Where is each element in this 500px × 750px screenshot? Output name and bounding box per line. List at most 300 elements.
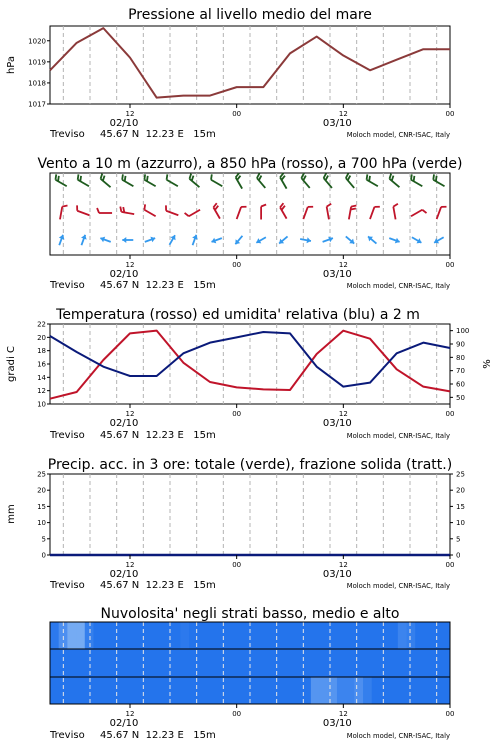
- humidity-y-label: %: [482, 359, 493, 369]
- cloud-cell: [415, 677, 424, 704]
- wind-barb-shaft: [211, 180, 222, 187]
- wind-barb-shaft: [433, 180, 444, 187]
- y-tick-label: 20: [456, 486, 465, 495]
- cloud-cell: [111, 622, 120, 649]
- precipitation-plot-frame: [50, 474, 450, 555]
- cloud-cell: [320, 677, 329, 704]
- cloud-cell: [424, 622, 433, 649]
- cloud-cell: [389, 649, 398, 677]
- wind-barb-feather: [326, 176, 329, 181]
- cloud-cell: [372, 622, 381, 649]
- cloud-cell: [207, 649, 216, 677]
- cloud-cell: [337, 677, 346, 704]
- cloud-cell: [137, 649, 146, 677]
- cloud-cell: [293, 649, 302, 677]
- wind-barb-feather: [369, 176, 370, 181]
- x-tick-label: 00: [232, 410, 242, 418]
- temperature-footer: [49, 430, 450, 441]
- y-tick-label: 15: [456, 502, 465, 511]
- cloud-cell: [233, 649, 242, 677]
- cloud-cell: [198, 649, 207, 677]
- cloud-cell: [198, 677, 207, 704]
- date-label: 02/10: [109, 118, 139, 129]
- cloud-cell: [407, 677, 416, 704]
- y-tick-label: 12: [37, 387, 46, 396]
- wind-barb-feather: [213, 203, 216, 207]
- x-tick-label: 12: [338, 561, 348, 569]
- temperature-grid: [63, 324, 436, 404]
- wind-barb-feather: [259, 176, 262, 181]
- cloud-cell: [424, 649, 433, 677]
- y-tick-label: 20: [37, 486, 46, 495]
- wind-barb-shaft: [437, 207, 441, 219]
- cloud-cell: [433, 622, 442, 649]
- wind-barb-shaft: [411, 210, 422, 217]
- cloud-cell: [276, 677, 285, 704]
- wind-barb-feather: [433, 174, 434, 179]
- wind-barb-shaft: [349, 207, 351, 220]
- humidity-y-ticks: [450, 327, 469, 402]
- cloud-cell: [250, 622, 259, 649]
- wind-barb-feather: [389, 174, 391, 179]
- x-tick-label: 12: [125, 710, 135, 718]
- cloud-cell: [180, 622, 189, 649]
- cloud-cell: [102, 649, 111, 677]
- date-label: 03/10: [322, 418, 352, 429]
- y-tick-label: 10: [456, 519, 465, 528]
- wind-barb-feather: [144, 204, 145, 209]
- cloud-cell: [389, 677, 398, 704]
- wind-title: Vento a 10 m (azzurro), a 850 hPa (rosso), a 700 hPa (verde): [37, 156, 463, 172]
- cloud-cell: [137, 677, 146, 704]
- wind-barb-shaft: [303, 207, 307, 219]
- wind-barb-shaft: [327, 207, 329, 220]
- wind-barb-shaft: [189, 179, 199, 187]
- cloud-cell: [346, 677, 355, 704]
- cloud-cell: [276, 649, 285, 677]
- wind-barb-feather: [101, 174, 103, 179]
- cloud-cell: [241, 649, 250, 677]
- cloud-cell: [250, 649, 259, 677]
- wind-barb-shaft: [393, 207, 395, 220]
- wind-barb-shaft: [122, 180, 133, 187]
- y-tick-label: 0: [41, 551, 46, 560]
- wind-barb-feather: [367, 174, 368, 179]
- cloud-cell: [111, 677, 120, 704]
- precipitation-grid: [63, 474, 436, 555]
- wind-barb-feather: [80, 176, 81, 181]
- cloud-cell: [154, 649, 163, 677]
- cloud-cell: [224, 622, 233, 649]
- date-label: 03/10: [322, 569, 352, 580]
- date-label: 03/10: [322, 269, 352, 280]
- x-tick-label: 00: [445, 261, 455, 269]
- cloud-cell: [146, 677, 155, 704]
- cloud-cell: [311, 649, 320, 677]
- cloud-cell: [267, 649, 276, 677]
- cloud-cell: [76, 622, 85, 649]
- cloud-cell: [441, 649, 450, 677]
- wind-barb-feather: [215, 206, 218, 210]
- cloud-cell: [233, 622, 242, 649]
- wind-barb-feather: [236, 173, 239, 177]
- wind-barb-feather: [301, 173, 304, 178]
- wind-barb-feather: [192, 176, 194, 181]
- cloud-cell: [93, 649, 102, 677]
- cloud-cell: [407, 649, 416, 677]
- wind-barb-feather: [327, 204, 332, 207]
- clouds-footer: [49, 730, 450, 741]
- clouds-x-axis: [110, 704, 455, 729]
- y-tick-label: 90: [456, 340, 465, 349]
- cloud-cell: [320, 622, 329, 649]
- cloud-cell: [424, 677, 433, 704]
- y-tick-label: 22: [37, 320, 46, 329]
- cloud-cell: [146, 622, 155, 649]
- cloud-cell: [293, 677, 302, 704]
- y-tick-label: 5: [41, 535, 46, 544]
- wind-barb-shaft: [370, 207, 374, 219]
- wind-barb-feather: [414, 176, 415, 181]
- wind-barb-shaft: [121, 212, 134, 214]
- wind-barb-feather: [62, 205, 67, 206]
- pressure-footer: [49, 129, 450, 140]
- wind-barb-feather: [348, 176, 351, 181]
- wind-barb-feather: [211, 174, 212, 179]
- wind-barb-feather: [392, 176, 394, 181]
- y-tick-label: 10: [37, 400, 46, 409]
- y-tick-label: 1019: [28, 58, 46, 67]
- cloud-cell: [363, 649, 372, 677]
- cloud-cell: [172, 622, 181, 649]
- cloud-cell: [285, 622, 294, 649]
- cloud-cell: [50, 622, 59, 649]
- cloud-cell: [259, 649, 268, 677]
- cloud-cell: [380, 649, 389, 677]
- cloud-cell: [293, 622, 302, 649]
- cloud-cell: [337, 622, 346, 649]
- station-name: Treviso: [50, 280, 85, 291]
- cloud-cell: [337, 649, 346, 677]
- precipitation-panel: [6, 457, 465, 591]
- wind-arrow-head: [122, 237, 126, 243]
- station-coords: 45.67 N 12.23 E 15m: [100, 430, 216, 441]
- y-tick-label: 60: [456, 380, 465, 389]
- cloud-cell: [198, 622, 207, 649]
- cloud-cell: [389, 622, 398, 649]
- cloud-cell: [120, 622, 129, 649]
- date-label: 02/10: [109, 718, 139, 729]
- wind-barb-shaft: [189, 210, 200, 217]
- wind-barb-feather: [346, 173, 349, 178]
- temperature-y-ticks: [37, 321, 50, 409]
- cloud-cell: [137, 622, 146, 649]
- wind-barb-shaft: [101, 179, 111, 187]
- wind-barb-feather: [282, 206, 285, 210]
- date-label: 02/10: [109, 418, 139, 429]
- wind-barbs: [55, 173, 446, 245]
- pressure-title: Pressione al livello medio del mare: [128, 7, 372, 23]
- wind-barb-feather: [393, 204, 398, 207]
- cloud-cell: [163, 649, 172, 677]
- cloud-cell: [372, 649, 381, 677]
- station-name: Treviso: [50, 129, 85, 140]
- clouds-title: Nuvolosita' negli strati basso, medio e alto: [100, 606, 400, 622]
- wind-barb-shaft: [144, 210, 155, 217]
- wind-barb-feather: [261, 205, 266, 207]
- y-tick-label: 10: [37, 519, 46, 528]
- pressure-y-label: hPa: [6, 55, 17, 75]
- cloud-cell: [372, 677, 381, 704]
- wind-barb-feather: [280, 203, 283, 207]
- y-tick-label: 1020: [28, 37, 46, 46]
- wind-barb-shaft: [144, 180, 155, 187]
- wind-barb-feather: [237, 176, 240, 180]
- cloud-cell: [224, 677, 233, 704]
- precipitation-x-axis: [110, 555, 455, 580]
- cloud-cell: [433, 649, 442, 677]
- cloud-cell: [250, 677, 259, 704]
- model-credit: Moloch model, CNR-ISAC, Italy: [346, 131, 450, 139]
- x-tick-label: 12: [338, 110, 348, 118]
- cloud-cell: [276, 622, 285, 649]
- cloud-cell: [93, 677, 102, 704]
- wind-barb-shaft: [77, 211, 89, 215]
- cloud-cell: [154, 622, 163, 649]
- x-tick-label: 00: [445, 110, 455, 118]
- wind-x-axis: [110, 255, 455, 280]
- cloud-cell: [354, 649, 363, 677]
- wind-barb-shaft: [367, 180, 378, 187]
- cloud-cell: [128, 649, 137, 677]
- wind-arrow-head: [307, 237, 311, 243]
- cloud-cell: [407, 622, 416, 649]
- precipitation-y-label: mm: [6, 504, 17, 524]
- cloud-cell: [346, 622, 355, 649]
- cloud-cell: [441, 677, 450, 704]
- wind-barb-shaft: [389, 179, 399, 187]
- y-tick-label: 25: [37, 470, 46, 479]
- temperature-title: Temperatura (rosso) ed umidita' relativa (blu) a 2 m: [56, 307, 420, 323]
- wind-barb-feather: [422, 210, 426, 213]
- pressure-panel: [6, 7, 454, 140]
- cloud-cell: [267, 622, 276, 649]
- x-tick-label: 12: [125, 410, 135, 418]
- date-label: 03/10: [322, 718, 352, 729]
- station-coords: 45.67 N 12.23 E 15m: [100, 129, 216, 140]
- wind-barb-feather: [97, 208, 99, 213]
- wind-barb-feather: [167, 174, 168, 179]
- cloud-cell: [50, 649, 59, 677]
- cloud-cell: [380, 677, 389, 704]
- cloud-cell: [67, 622, 76, 649]
- cloud-cell: [415, 622, 424, 649]
- cloud-cell: [102, 677, 111, 704]
- cloud-cell: [207, 677, 216, 704]
- cloud-cell: [311, 677, 320, 704]
- x-tick-label: 00: [232, 710, 242, 718]
- y-tick-label: 1018: [28, 79, 46, 88]
- cloud-cell: [433, 677, 442, 704]
- wind-barb-shaft: [346, 178, 354, 188]
- cloud-cell: [259, 677, 268, 704]
- wind-barb-shaft: [55, 180, 66, 187]
- cloud-cell: [363, 622, 372, 649]
- x-tick-label: 12: [125, 561, 135, 569]
- cloud-cell: [241, 677, 250, 704]
- y-tick-label: 70: [456, 367, 465, 376]
- wind-barb-feather: [147, 176, 148, 181]
- cloud-cell: [120, 649, 129, 677]
- y-tick-label: 80: [456, 353, 465, 362]
- model-credit: Moloch model, CNR-ISAC, Italy: [346, 282, 450, 290]
- cloud-cell: [354, 677, 363, 704]
- wind-barb-shaft: [237, 207, 241, 219]
- cloud-cell: [154, 677, 163, 704]
- y-tick-label: 14: [37, 373, 46, 382]
- x-tick-label: 00: [232, 110, 242, 118]
- model-credit: Moloch model, CNR-ISAC, Italy: [346, 582, 450, 590]
- station-name: Treviso: [50, 430, 85, 441]
- temperature-plot-frame: [50, 324, 450, 404]
- wind-barb-shaft: [166, 211, 178, 215]
- precipitation-title: Precip. acc. in 3 ore: totale (verde), frazione solida (tratt.): [47, 457, 453, 473]
- wind-barb-feather: [58, 176, 59, 181]
- wind-barb-shaft: [411, 180, 422, 187]
- wind-barb-feather: [123, 207, 124, 212]
- wind-barb-feather: [189, 174, 191, 179]
- cloud-cell: [102, 622, 111, 649]
- model-credit: Moloch model, CNR-ISAC, Italy: [346, 732, 450, 740]
- cloud-cell: [398, 649, 407, 677]
- wind-barb-feather: [351, 205, 356, 206]
- station-coords: 45.67 N 12.23 E 15m: [100, 730, 216, 741]
- wind-barb-feather: [351, 208, 356, 209]
- cloud-cell: [320, 649, 329, 677]
- date-label: 02/10: [109, 569, 139, 580]
- wind-barb-feather: [324, 173, 327, 178]
- cloud-cell: [311, 622, 320, 649]
- wind-barb-feather: [120, 207, 121, 212]
- cloud-cell: [85, 677, 94, 704]
- x-tick-label: 12: [125, 110, 135, 118]
- cloud-cell: [285, 649, 294, 677]
- temperature-y-label: gradi C: [6, 346, 17, 382]
- cloud-cell: [398, 622, 407, 649]
- x-tick-label: 00: [445, 410, 455, 418]
- precipitation-y-ticks: [37, 471, 50, 560]
- cloud-cell: [415, 649, 424, 677]
- clouds-panel: [49, 606, 454, 741]
- x-tick-label: 12: [125, 261, 135, 269]
- wind-plot-frame: [50, 173, 450, 255]
- cloud-cell: [224, 649, 233, 677]
- cloud-cell: [67, 649, 76, 677]
- y-tick-label: 5: [456, 535, 461, 544]
- cloud-cell: [172, 677, 181, 704]
- cloud-cell: [285, 677, 294, 704]
- y-tick-label: 0: [456, 551, 461, 560]
- cloud-cell: [207, 622, 216, 649]
- cloud-cell: [233, 677, 242, 704]
- wind-barb-feather: [280, 173, 283, 177]
- date-label: 02/10: [109, 269, 139, 280]
- wind-barb-shaft: [60, 207, 62, 220]
- station-name: Treviso: [50, 580, 85, 591]
- x-tick-label: 12: [338, 710, 348, 718]
- x-tick-label: 00: [232, 561, 242, 569]
- pressure-y-ticks: [28, 37, 50, 108]
- date-label: 03/10: [322, 118, 352, 129]
- cloud-cell: [267, 677, 276, 704]
- cloud-cell: [85, 622, 94, 649]
- wind-barb-shaft: [78, 180, 89, 187]
- x-tick-label: 12: [338, 261, 348, 269]
- y-tick-label: 25: [456, 470, 465, 479]
- y-tick-label: 50: [456, 393, 465, 402]
- wind-barb-feather: [125, 176, 126, 181]
- wind-barb-shaft: [301, 178, 309, 188]
- cloud-cell: [128, 677, 137, 704]
- wind-barb-feather: [78, 174, 79, 179]
- cloud-cell: [128, 622, 137, 649]
- wind-barb-shaft: [324, 178, 332, 188]
- wind-barb-feather: [103, 176, 105, 181]
- cloud-cell: [346, 649, 355, 677]
- wind-barb-feather: [411, 174, 412, 179]
- wind-barb-feather: [144, 174, 145, 179]
- temperature-x-axis: [110, 404, 455, 429]
- x-tick-label: 12: [338, 410, 348, 418]
- cloud-cell: [441, 622, 450, 649]
- x-tick-label: 00: [232, 261, 242, 269]
- wind-barb-shaft: [167, 180, 178, 187]
- temperature-panel: [6, 307, 493, 441]
- y-tick-label: 16: [37, 360, 46, 369]
- precipitation-footer: [49, 580, 450, 591]
- wind-footer: [49, 280, 450, 291]
- y-tick-label: 20: [37, 333, 46, 342]
- cloud-cell: [180, 649, 189, 677]
- pressure-x-axis: [110, 104, 455, 129]
- y-tick-label: 18: [37, 347, 46, 356]
- cloud-cell: [120, 677, 129, 704]
- cloud-cell: [363, 677, 372, 704]
- cloud-cell: [76, 677, 85, 704]
- x-tick-label: 00: [445, 710, 455, 718]
- cloud-cell: [259, 622, 268, 649]
- cloud-cell: [93, 622, 102, 649]
- y-tick-label: 1017: [28, 100, 46, 109]
- cloud-cell: [111, 649, 120, 677]
- y-tick-label: 100: [456, 327, 470, 336]
- cloud-cell: [67, 677, 76, 704]
- wind-barb-feather: [185, 213, 189, 216]
- cloud-cell: [380, 622, 389, 649]
- cloud-cell: [398, 677, 407, 704]
- wind-barb-feather: [122, 174, 123, 179]
- wind-barb-feather: [257, 173, 260, 178]
- model-credit: Moloch model, CNR-ISAC, Italy: [346, 432, 450, 440]
- cloud-cell: [180, 677, 189, 704]
- station-coords: 45.67 N 12.23 E 15m: [100, 280, 216, 291]
- y-tick-label: 15: [37, 502, 46, 511]
- wind-barb-feather: [55, 174, 56, 179]
- cloud-cell: [50, 677, 59, 704]
- cloud-cell: [146, 649, 155, 677]
- cloud-cell: [163, 622, 172, 649]
- station-name: Treviso: [50, 730, 85, 741]
